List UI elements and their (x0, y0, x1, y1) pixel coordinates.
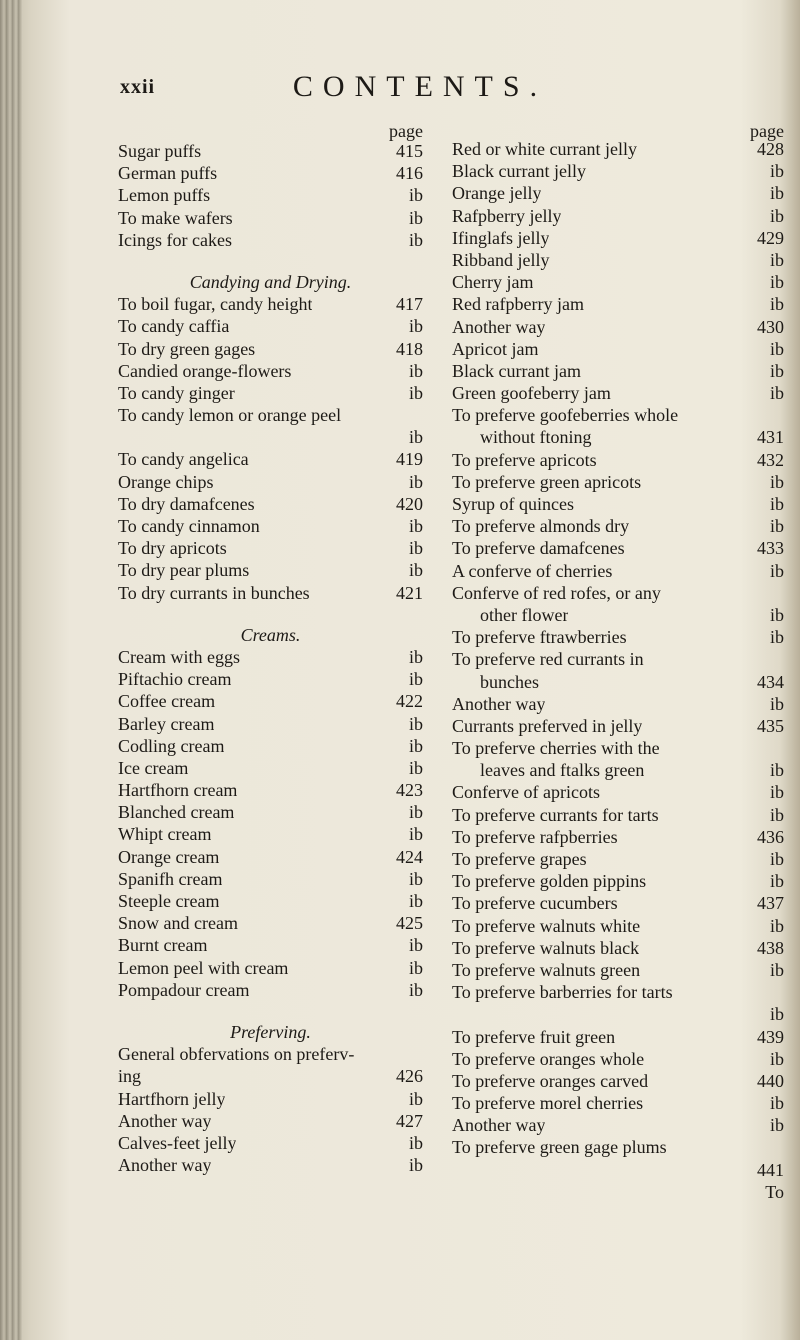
toc-entry (118, 515, 423, 537)
entry-title: To candy lemon or orange peel (118, 405, 342, 426)
entry-page: 429 (757, 227, 784, 248)
entry-title: without ftoning (480, 427, 592, 448)
entry-title: Syrup of quinces (452, 494, 574, 514)
entry-title: Hartfhorn cream (118, 780, 238, 801)
entry-title: Apricot jam (452, 338, 539, 359)
entry-page: ib (769, 249, 784, 270)
entry-page: ib (408, 646, 423, 667)
entry-page: ib (408, 757, 423, 778)
entry-page: ib (408, 229, 423, 250)
toc-entry (118, 690, 423, 712)
entry-page: 437 (757, 893, 784, 914)
entry-title: Spanifh cream (118, 868, 223, 889)
entry-title: To preferve damafcenes (452, 538, 625, 559)
toc-entry (118, 1043, 423, 1065)
entry-title: Orange chips (118, 471, 214, 492)
page-header (0, 70, 800, 110)
entry-page: ib (408, 360, 423, 381)
toc-entry (452, 205, 784, 227)
entry-title: Candied orange-flowers (118, 360, 292, 381)
toc-entry (118, 1110, 423, 1132)
entry-page: 436 (757, 826, 784, 847)
entry-page: ib (408, 516, 423, 536)
entry-page: ib (408, 735, 423, 756)
toc-entry (118, 293, 423, 315)
entry-page: 422 (396, 691, 423, 712)
toc-entry (452, 804, 784, 826)
entry-title: To candy angelica (118, 449, 249, 470)
entry-page: 428 (757, 139, 784, 159)
toc-entry (452, 1092, 784, 1114)
toc-entry (452, 892, 784, 914)
toc-entry (452, 338, 784, 360)
entry-title: Conferve of red rofes, or any (452, 582, 661, 603)
entry-title: Another way (118, 1110, 212, 1131)
toc-entry (118, 668, 423, 690)
entry-title: Orange cream (118, 846, 220, 867)
entry-title: Red rafpberry jam (452, 294, 584, 315)
toc-entry (452, 560, 784, 582)
toc-entry (118, 493, 423, 515)
entry-page: ib (769, 627, 784, 648)
toc-entry (452, 626, 784, 648)
entry-page: ib (769, 161, 784, 182)
entry-title: To preferve barberries for tarts (452, 982, 673, 1003)
toc-entry (118, 757, 423, 779)
entry-page: ib (769, 849, 784, 869)
entry-title: Burnt cream (118, 935, 208, 956)
entry-title: To dry damafcenes (118, 493, 255, 514)
toc-entry (118, 582, 423, 604)
section-title-preserving: Preferving. (230, 1021, 311, 1042)
toc-entry (118, 382, 423, 404)
entry-title: Barley cream (118, 713, 215, 734)
toc-entry (118, 846, 423, 868)
entry-title: Rafpberry jelly (452, 205, 562, 226)
entry-title: To make wafers (118, 207, 233, 228)
entry-title: To boil fugar, candy height (118, 294, 313, 315)
entry-title: Steeple cream (118, 891, 220, 911)
entry-page: 439 (757, 1026, 784, 1047)
toc-entry (118, 426, 423, 448)
toc-entry (452, 1070, 784, 1092)
entry-title: To preferve rafpberries (452, 826, 618, 847)
entry-title: other flower (480, 604, 569, 625)
toc-entry (118, 1088, 423, 1110)
entry-page: ib (408, 713, 423, 734)
section-title-candying: Candying and Drying. (189, 271, 352, 292)
toc-entry (118, 559, 423, 581)
entry-page: 441 (757, 1159, 784, 1180)
toc-entry (452, 515, 784, 537)
entry-page: 417 (396, 294, 423, 315)
toc-entry (452, 959, 784, 981)
entry-title: Black currant jam (452, 360, 581, 381)
toc-entry (118, 207, 423, 229)
toc-entry (452, 671, 784, 693)
entry-title: To preferve almonds dry (452, 516, 630, 537)
entry-page: ib (408, 560, 423, 581)
page-number: xxii (120, 76, 156, 98)
entry-page: ib (769, 471, 784, 492)
toc-entry (118, 979, 423, 1001)
toc-entry (452, 693, 784, 715)
entry-title: To preferve ftrawberries (452, 627, 627, 648)
entry-title: To preferve green gage plums (452, 1137, 667, 1158)
entry-page: ib (769, 360, 784, 381)
entry-title: To dry green gages (118, 338, 256, 359)
toc-entry (452, 582, 784, 604)
entry-title: To dry pear plums (118, 560, 250, 581)
entry-title: To preferve golden pippins (452, 871, 647, 892)
entry-title: Black currant jelly (452, 161, 586, 182)
toc-entry (452, 449, 784, 471)
entry-title: Pompadour cream (118, 979, 250, 1000)
toc-entry (118, 537, 423, 559)
toc-entry (452, 249, 784, 271)
toc-entry (452, 1114, 784, 1136)
entry-page: ib (769, 516, 784, 537)
entry-page: 421 (396, 582, 423, 603)
entry-title: Another way (452, 693, 546, 714)
entry-page: ib (769, 915, 784, 936)
toc-entry (452, 382, 784, 404)
entry-title: Blanched cream (118, 802, 235, 823)
page-column-label: page (750, 121, 784, 141)
entry-title: Ribband jelly (452, 249, 550, 270)
entry-page: 416 (396, 163, 423, 184)
entry-title: Green goofeberry jam (452, 383, 611, 404)
entry-page: ib (408, 1132, 423, 1153)
entry-page: ib (769, 760, 784, 781)
entry-title: Lemon puffs (118, 185, 211, 206)
section-title-creams: Creams. (240, 624, 301, 645)
running-head: CONTENTS. (292, 70, 548, 103)
entry-page: ib (769, 294, 784, 315)
entry-title: Another way (452, 316, 546, 337)
entry-page: ib (408, 1088, 423, 1109)
entry-title: Another way (452, 1115, 546, 1136)
toc-entry (452, 182, 784, 204)
entry-page: 431 (757, 427, 784, 448)
entry-title: To preferve cherries with the (452, 738, 660, 759)
entry-page: ib (408, 868, 423, 889)
toc-entry (452, 293, 784, 315)
toc-entry (452, 227, 784, 249)
toc-entry (452, 160, 784, 182)
entry-page: 420 (396, 493, 423, 514)
toc-entry (118, 338, 423, 360)
entry-title: bunches (480, 671, 539, 692)
entry-list (452, 138, 784, 1203)
toc-entry (452, 360, 784, 382)
entry-title: To preferve goofeberries whole (452, 405, 679, 426)
toc-entry (452, 316, 784, 338)
entry-title: Currants preferved in jelly (452, 715, 643, 736)
entry-title: To preferve apricots (452, 449, 597, 470)
entry-title: Ifinglafs jelly (452, 227, 550, 248)
toc-entry (452, 537, 784, 559)
toc-entry (118, 471, 423, 493)
toc-entry (118, 360, 423, 382)
entry-page: ib (769, 1004, 784, 1025)
entry-title: Piftachio cream (118, 669, 232, 690)
entry-page: 430 (757, 316, 784, 337)
entry-page: ib (769, 804, 784, 825)
entry-page: ib (769, 1115, 784, 1136)
entry-title: To candy cinnamon (118, 516, 260, 536)
toc-entry (452, 471, 784, 493)
entry-title: ing (118, 1066, 142, 1087)
entry-page: ib (769, 604, 784, 625)
toc-entry (452, 870, 784, 892)
entry-page: 423 (396, 780, 423, 801)
entry-page: 433 (757, 538, 784, 559)
toc-entry (118, 646, 423, 668)
entry-page: 424 (396, 846, 423, 867)
entry-page: ib (769, 272, 784, 293)
entry-page: ib (408, 471, 423, 492)
entry-page: 432 (757, 449, 784, 470)
entry-page: 438 (757, 937, 784, 958)
entry-page: 440 (757, 1070, 784, 1091)
toc-entry (452, 937, 784, 959)
entry-title: Another way (118, 1155, 212, 1176)
toc-entry (118, 404, 423, 426)
entry-title: German puffs (118, 163, 218, 184)
entry-page: ib (769, 1093, 784, 1114)
entry-page: ib (408, 1155, 423, 1176)
entry-list (118, 1043, 423, 1176)
entry-page: ib (769, 782, 784, 803)
entry-title: Orange jelly (452, 183, 542, 204)
entry-page: ib (769, 1048, 784, 1069)
entry-list (118, 140, 423, 251)
toc-entry (118, 957, 423, 979)
entry-page: 419 (396, 449, 423, 470)
toc-entry (118, 713, 423, 735)
entry-title: Sugar puffs (118, 141, 202, 161)
entry-title: To preferve morel cherries (452, 1093, 644, 1114)
entry-page: ib (408, 185, 423, 206)
toc-entry (452, 1181, 784, 1203)
entry-title: To dry apricots (118, 538, 227, 559)
entry-page: 434 (757, 671, 784, 692)
entry-page: ib (408, 802, 423, 823)
entry-page: 426 (396, 1066, 423, 1087)
entry-title: To preferve walnuts green (452, 959, 641, 980)
entry-title: Lemon peel with cream (118, 957, 289, 978)
toc-entry (452, 138, 784, 160)
left-column (118, 120, 423, 1176)
entry-page: ib (769, 205, 784, 226)
page-edge (0, 0, 22, 1340)
entry-page: ib (408, 891, 423, 911)
entry-page: ib (408, 316, 423, 337)
entry-title: Cherry jam (452, 272, 534, 293)
entry-list (118, 293, 423, 604)
entry-title: To preferve red currants in (452, 649, 644, 670)
entry-page: To (765, 1181, 784, 1202)
entry-title: Icings for cakes (118, 229, 232, 250)
entry-page: ib (769, 959, 784, 980)
toc-entry (452, 848, 784, 870)
entry-title: Codling cream (118, 735, 225, 756)
entry-page: 427 (396, 1110, 423, 1131)
toc-entry (118, 1132, 423, 1154)
toc-entry (118, 184, 423, 206)
toc-entry (118, 779, 423, 801)
toc-entry (452, 1159, 784, 1181)
toc-entry (118, 934, 423, 956)
toc-entry (118, 229, 423, 251)
entry-title: General obfervations on preferv- (118, 1044, 355, 1065)
entry-title: To preferve grapes (452, 849, 587, 869)
entry-page: ib (408, 979, 423, 1000)
entry-title: To preferve oranges whole (452, 1048, 645, 1069)
toc-entry (452, 426, 784, 448)
toc-entry (118, 735, 423, 757)
entry-title: Calves-feet jelly (118, 1132, 237, 1153)
entry-title: Coffee cream (118, 691, 216, 712)
entry-page: ib (769, 871, 784, 892)
toc-entry (452, 737, 784, 759)
toc-entry (118, 448, 423, 470)
entry-title: To preferve green apricots (452, 471, 642, 492)
toc-entry (118, 823, 423, 845)
entry-title: To candy caffia (118, 316, 230, 337)
toc-entry (118, 315, 423, 337)
entry-page: ib (408, 427, 423, 448)
toc-entry (118, 1065, 423, 1087)
right-column (452, 120, 784, 1203)
toc-entry (452, 648, 784, 670)
entry-title: Conferve of apricots (452, 782, 600, 803)
entry-list (118, 646, 423, 1001)
toc-entry (118, 162, 423, 184)
entry-page: ib (769, 383, 784, 404)
toc-entry (452, 1136, 784, 1158)
toc-entry (452, 981, 784, 1003)
toc-entry (452, 1026, 784, 1048)
entry-page: ib (769, 338, 784, 359)
entry-title: Red or white currant jelly (452, 139, 637, 159)
toc-entry (118, 801, 423, 823)
entry-title: Hartfhorn jelly (118, 1088, 226, 1109)
entry-title: To preferve walnuts white (452, 915, 641, 936)
toc-entry (452, 759, 784, 781)
toc-entry (118, 890, 423, 912)
entry-page: ib (408, 824, 423, 845)
entry-title: Ice cream (118, 757, 189, 778)
toc-entry (452, 604, 784, 626)
entry-page: ib (408, 935, 423, 956)
entry-title: Whipt cream (118, 824, 212, 845)
toc-entry (118, 912, 423, 934)
toc-entry (452, 826, 784, 848)
entry-title: To dry currants in bunches (118, 582, 310, 603)
entry-page: ib (769, 494, 784, 514)
entry-page: ib (769, 183, 784, 204)
entry-page: ib (769, 693, 784, 714)
toc-entry (118, 868, 423, 890)
entry-title: Cream with eggs (118, 646, 240, 667)
entry-title: A conferve of cherries (452, 560, 613, 581)
toc-entry (452, 404, 784, 426)
toc-entry (118, 140, 423, 162)
entry-page: 435 (757, 715, 784, 736)
entry-title: Snow and cream (118, 913, 238, 934)
entry-title: To preferve fruit green (452, 1026, 616, 1047)
entry-page: ib (408, 382, 423, 403)
entry-page: 425 (396, 913, 423, 934)
page-column-label: page (389, 121, 423, 141)
entry-title: To preferve cucumbers (452, 893, 618, 914)
entry-page: ib (408, 538, 423, 559)
entry-page: ib (408, 957, 423, 978)
entry-page: ib (408, 207, 423, 228)
entry-title: leaves and ftalks green (480, 760, 645, 781)
toc-entry (452, 1048, 784, 1070)
toc-entry (118, 1154, 423, 1176)
entry-page: 415 (396, 141, 423, 161)
entry-page: ib (408, 669, 423, 690)
entry-title: To preferve walnuts black (452, 937, 640, 958)
entry-title: To preferve currants for tarts (452, 804, 659, 825)
toc-entry (452, 781, 784, 803)
toc-entry (452, 271, 784, 293)
toc-entry (452, 493, 784, 515)
entry-title: To preferve oranges carved (452, 1070, 649, 1091)
toc-entry (452, 915, 784, 937)
entry-title: To candy ginger (118, 382, 235, 403)
entry-page: ib (769, 560, 784, 581)
toc-entry (452, 1003, 784, 1025)
toc-entry (452, 715, 784, 737)
entry-page: 418 (396, 338, 423, 359)
